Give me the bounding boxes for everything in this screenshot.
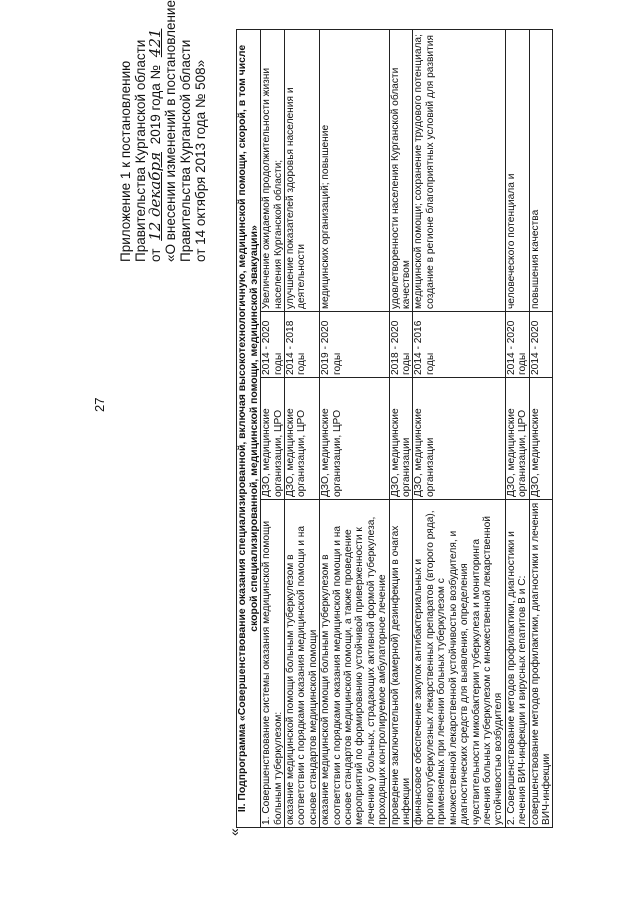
subprogram-title: II. Подпрограмма «Совершенствование оказания специализированной, включая высокотехнологичную, медицинской помощи, скорой, в том числе скорой специализированной, медицинской помощи, медицинской эвакуации» bbox=[237, 29, 261, 827]
table-row bbox=[529, 29, 553, 827]
handwritten-number: 421 bbox=[146, 28, 164, 58]
appendix-header bbox=[118, 0, 208, 262]
result-cell: удовлетворенности населения Курганской области качеством bbox=[389, 29, 413, 311]
result-cell: повышения качества bbox=[529, 29, 553, 311]
period-cell: 2014 - 2016 годы bbox=[413, 312, 505, 378]
handwritten-date: 12 декабря bbox=[146, 152, 164, 241]
executors-cell: ДЗО, медицинские bbox=[529, 378, 553, 500]
executors-cell: ДЗО, медицинские организации, ЦРО bbox=[261, 378, 285, 500]
header-line-2: Правительства Курганской области bbox=[133, 39, 148, 262]
activity-cell: 2. Совершенствование методов профилактики, диагностики и лечения ВИЧ-инфекции и вирусных гепатитов В и С: bbox=[505, 500, 529, 828]
header-line-4: «О внесении изменений в постановление bbox=[163, 0, 178, 262]
activity-cell: финансовое обеспечение закупок антибактериальных и противотуберкулезных лекарственных препаратов (второго ряда), применяемых при лечении больных туберкулезом с множественной лекарственной устойчивостью возбудителя, и диагностических средств для выявления, определения чувствительности микобактерии туберкулеза и мониторинга лечения больных туберкулезом с множественной лекарственной устойчивостью возбудителя bbox=[413, 500, 505, 828]
subprogram-table bbox=[236, 30, 560, 828]
executors-cell: ДЗО, медицинские организации bbox=[413, 378, 505, 500]
result-cell: медицинских организаций; повышение bbox=[320, 29, 389, 311]
executors-cell: ДЗО, медицинские организации, ЦРО bbox=[320, 378, 389, 500]
measures-table bbox=[236, 29, 553, 828]
table-row bbox=[261, 29, 285, 827]
activity-cell: совершенствование методов профилактики, диагностики и лечения ВИЧ-инфекции bbox=[529, 500, 553, 828]
header-line-3 bbox=[146, 28, 164, 262]
result-cell: медицинской помощи; сохранение трудового потенциала; создание в регионе благоприятных условий для развития bbox=[413, 29, 505, 311]
header-date-prefix: от bbox=[148, 248, 163, 262]
result-cell: Увеличение ожидаемой продолжительности жизни населения Курганской области; bbox=[261, 29, 285, 311]
header-line-5: Правительства Курганской области bbox=[178, 39, 193, 262]
period-cell: 2014 - 2020 bbox=[529, 312, 553, 378]
executors-cell: ДЗО, медицинские организации bbox=[389, 378, 413, 500]
header-line-6: от 14 октября 2013 года № 508» bbox=[193, 59, 208, 262]
activity-cell: оказание медицинской помощи больным туберкулезом в соответствии с порядками оказания медицинской помощи и на основе стандартов медицинской помощи bbox=[285, 500, 320, 828]
activity-cell: оказание медицинской помощи больным туберкулезом в соответствии с порядками оказания медицинской помощи и на основе стандартов медицинской помощи, а также проведение мероприятий по формированию устойчивой приверженности к лечению у больных, страдающих активной формой туберкулеза, проходящих контролируемое амбулаторное лечение bbox=[320, 500, 389, 828]
result-cell: улучшение показателей здоровья населения и деятельности bbox=[285, 29, 320, 311]
period-cell: 2019 - 2020 годы bbox=[320, 312, 389, 378]
period-cell: 2018 - 2020 годы bbox=[389, 312, 413, 378]
table-row bbox=[505, 29, 529, 827]
page-number: 27 bbox=[92, 397, 107, 412]
activity-cell: проведение заключительной (камерной) дезинфекции в очагах инфекции bbox=[389, 500, 413, 828]
header-date-mid: 2019 года № bbox=[148, 64, 163, 145]
table-row bbox=[413, 29, 505, 827]
table-title-row bbox=[237, 29, 261, 827]
period-cell: 2014 - 2020 годы bbox=[505, 312, 529, 378]
activity-cell: 1. Совершенствование системы оказания медицинской помощи больным туберкулезом: bbox=[261, 500, 285, 828]
table-row bbox=[285, 29, 320, 827]
period-cell: 2014 - 2020 годы bbox=[261, 312, 285, 378]
executors-cell: ДЗО, медицинские организации, ЦРО bbox=[285, 378, 320, 500]
period-cell: 2014 - 2018 годы bbox=[285, 312, 320, 378]
result-cell: человеческого потенциала и bbox=[505, 29, 529, 311]
executors-cell: ДЗО, медицинские организации, ЦРО bbox=[505, 378, 529, 500]
table-row bbox=[389, 29, 413, 827]
table-row bbox=[320, 29, 389, 827]
header-line-1: Приложение 1 к постановлению bbox=[118, 60, 133, 262]
opening-quote-mark: « bbox=[226, 828, 242, 836]
